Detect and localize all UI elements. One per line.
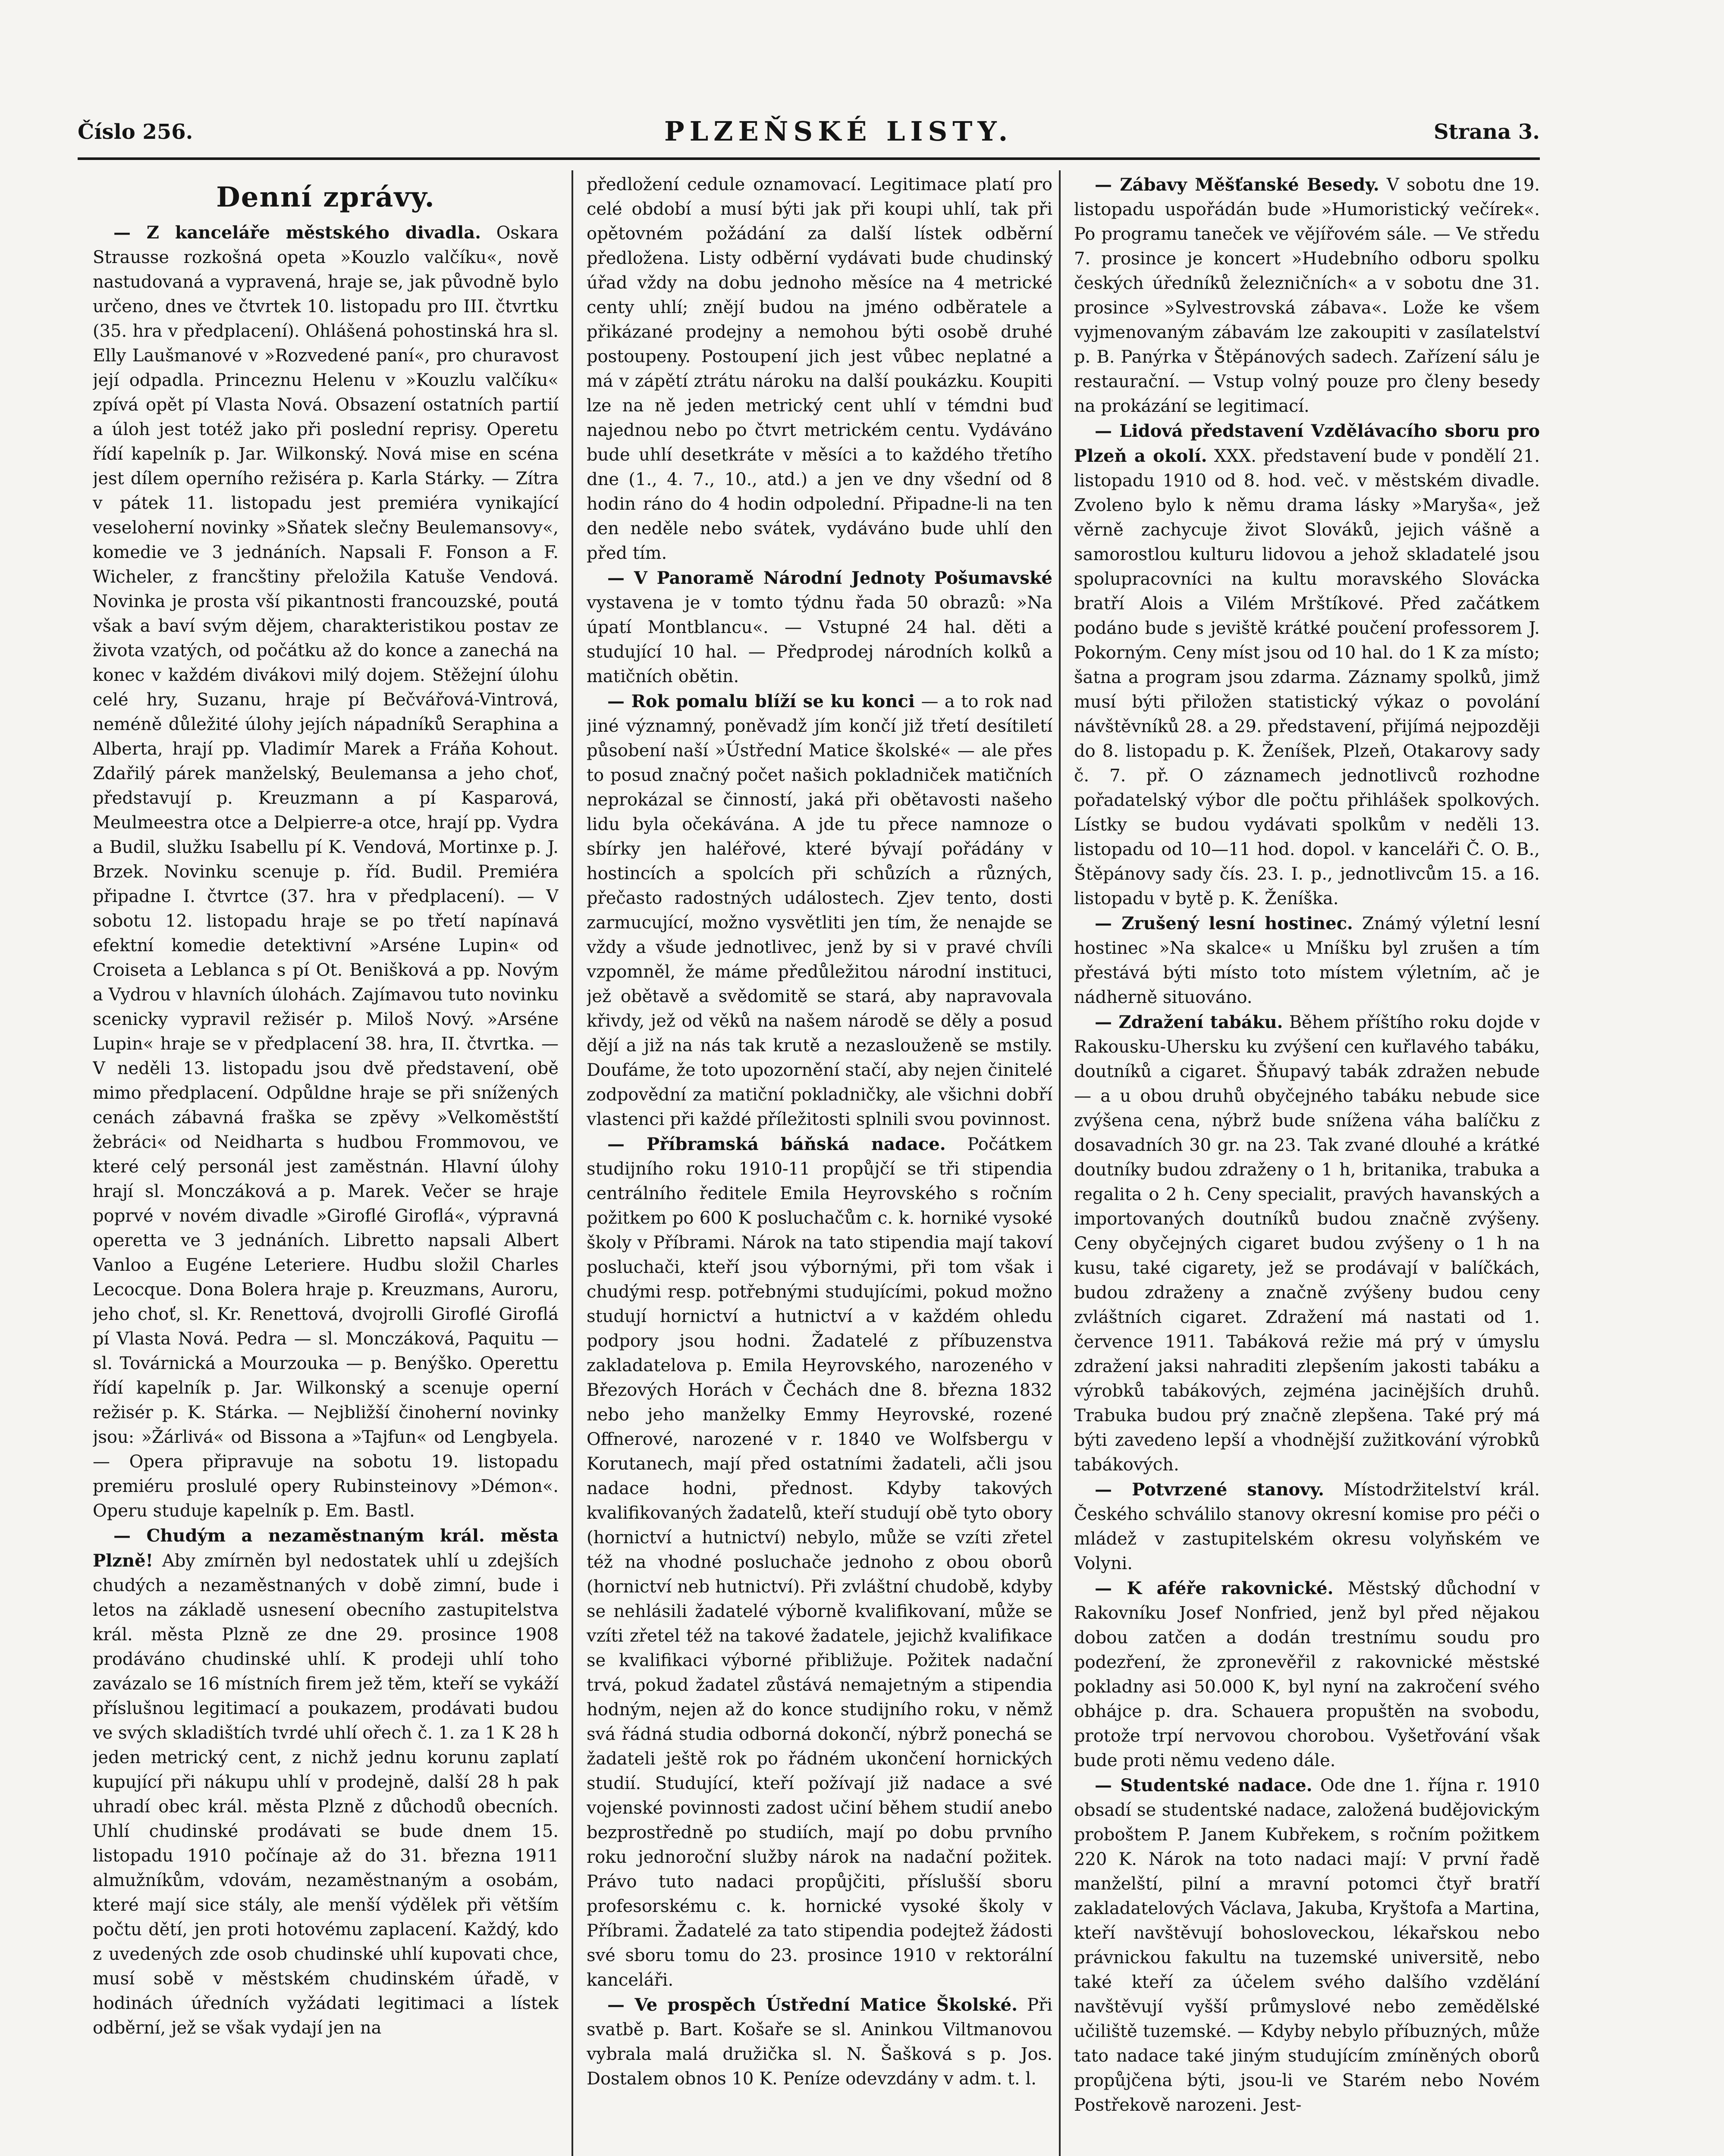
article-text: Při svatbě p. Bart. Košaře se sl. Aninkou Viltmanovou vybrala malá družička sl. N. Šašková s p. Jos. Dostalem obnos 10 K. Peníze odevzdány v adm. t. l. [587,1995,1052,2089]
column-left [93,172,559,2156]
article-text: vystavena je v tomto týdnu řada 50 obrazů: »Na úpatí Montblancu«. — Vstupné 24 hal. děti a studující 10 hal. — Předprodej národních kolků a matičních obětin. [587,593,1052,686]
issue-number: Číslo 256. [78,120,193,144]
article-text: Známý výletní lesní hostinec »Na skalce« u Mníšku byl zrušen a tím přestává býti místo toto místem výletním, ač je nádherně situováno. [1074,914,1540,1007]
article [1074,1773,1540,2118]
article-heading: — Chudým a nezaměstnaným král. města Plzně! [93,1526,559,1571]
page-number: Strana 3. [1433,120,1540,144]
article-heading: — Zrušený lesní hostinec. [1095,913,1353,934]
article-heading: — Z kanceláře městského divadla. [113,222,481,243]
article-text: — a to rok nad jiné významný, poněvadž jím končí již třetí desítiletí působení naší »Ústřední Matice školské« — ale přes to posud značný počet našich pokladniček matičních neprokázal se činností, jaká při obětavosti našeho lidu byla očekávána. A jde tu přece namnoze o sbírky jen haléřové, které bývají pořádány v hostincích a spolcích při schůzích a různých, přečasto radostných událostech. Zjev tento, dosti zarmucující, možno vysvětliti jen tím, že nenajde se vždy a všude jednotlivec, jenž by si v pravé chvíli vzpomněl, že máme předůležitou národní instituci, jež obětavě a svědomitě se stará, aby napravovala křivdy, jež od věků na našem národě se děly a posud dějí a již na nás tak krutě a nezaslouženě se mstily. Doufáme, že toto upozornění stačí, aby nejen činitelé zodpovědní za matiční pokladničky, ale všichni dobří vlastenci při každé příležitosti splnili svou povinnost. [587,692,1052,1129]
article [1074,1576,1540,1773]
section-title: Denní zprávy. [216,181,435,213]
article-text: XXX. představení bude v pondělí 21. listopadu 1910 od 8. hod. več. v městském divadle. Zvoleno bylo k němu drama lásky »Maryša«, jež věrně zachycuje život Slováků, jejich vášně a samorostlou kulturu lidovou a jehož skladatelé jsou spolupracovníci na kultu moravského Slovácka bratří Alois a Vilém Mrštíkové. Před začátkem podáno bude s jeviště krátké poučení professorem J. Pokorným. Ceny míst jsou od 10 hal. do 1 K za místo; šatna a program jsou zdarma. Záznamy spolků, jimž musí býti přiložen statistický výkaz o povolání návštěvníků 28. a 29. představení, přijímá nejpozději do 8. listopadu p. K. Ženíšek, Plzeň, Otakarovy sady č. 7. př. O záznamech jednotlivců rozhodne pořadatelský výbor dle počtu přihlášek spolkových. Lístky se budou vydávati spolkům v neděli 13. listopadu od 10—11 hod. dopol. v kanceláři Č. O. B., Štěpánovy sady čís. 23. I. p., jednotlivcům 15. a 16. listopadu v bytě p. K. Ženíška. [1074,446,1540,909]
article-heading: — Lidová představení Vzdělávacího sboru pro Plzeň a okolí. [1074,421,1540,466]
masthead-title: PLZEŇSKÉ LISTY. [664,116,1013,147]
article-text: Oskara Strausse rozkošná opeta »Kouzlo valčíku«, nově nastudovaná a vypravená, hraje se, jak původně bylo určeno, dnes ve čtvrtek 10. listopadu pro III. čtvrtku (35. hra v předplacení). Ohlášená pohostinská hra sl. Elly Laušmanové v »Rozvedené paní«, pro churavost její odpadla. Princeznu Helenu v »Kouzlu valčíku« zpívá opět pí Vlasta Nová. Obsazení ostatních partií a úloh jest totéž jako při poslední reprisy. Operetu řídí kapelník p. Jar. Wilkonský. Nová mise en scéna jest dílem operního režiséra p. Karla Stárky. — Zítra v pátek 11. listopadu jest premiéra vynikající veseloherní novinky »Sňatek slečny Beulemansovy«, komedie ve 3 jednáních. Napsali F. Fonson a F. Wicheler, z francštiny přeložila Katuše Vendová. Novinka je prosta vší pikantnosti francouzské, poutá však a baví svým dějem, charakteristikou postav ze života vzatých, od počátku až do konce a zanechá na konec v každém divákovi milý dojem. Stěžejní úlohu celé hry, Suzanu, hraje pí Bečvářová-Vintrová, neméně důležité úlohy jejích nápadníků Seraphina a Alberta, hrají pp. Vladimír Marek a Fráňa Kohout. Zdařilý párek manželský, Beulemansa a jeho choť, představují p. Kreuzmann a pí Kasparová, Meulmeestra otce a Delpierre-a otce, hrají pp. Vydra a Budil, služku Isabellu pí K. Vendová, Mortinxe p. J. Brzek. Novinku scenuje p. říd. Budil. Premiéra připadne I. čtvrtce (37. hra v předplacení). — V sobotu 12. listopadu hraje se po třetí napínavá efektní komedie detektivní »Arséne Lupin« od Croiseta a Leblanca s pí Ot. Benišková a pp. Novým a Vydrou v hlavních úlohách. Zajímavou tuto novinku scenicky vypravil režisér p. Miloš Nový. »Arséne Lupin« hraje se v předplacení 38. hra, II. čtvrtka. — V neděli 13. listopadu jsou dvě představení, obě mimo předplacení. Odpůldne hraje se při snížených cenách zábavná fraška se zpěvy »Velkoměstští žebráci« od Neidharta s hudbou Frommovou, ve které celý personál jest zaměstnán. Hlavní úlohy hrají sl. Monczáková a p. Marek. Večer se hraje poprvé v novém divadle »Giroflé Giroflá«, výpravná operetta ve 3 jednáních. Libretto napsali Albert Vanloo a Eugéne Leteriere. Hudbu složil Charles Lecocque. Dona Bolera hraje p. Kreuzmans, Auroru, jeho choť, sl. Kr. Renettová, dvojrolli Giroflé Giroflá pí Vlasta Nová. Pedra — sl. Monczáková, Paquitu — sl. Továrnická a Mourzouka — p. Benýško. Operettu řídí kapelník p. Jar. Wilkonský a scenuje operní režisér p. K. Stárka. — Nejbližší činoherní novinky jsou: »Žárlivá« od Bissona a »Tajfun« od Lengbyela. — Opera připravuje na sobotu 19. listopadu premiéru proslulé opery Rubinsteinovy »Démon«. Operu studuje kapelník p. Em. Bastl. [93,223,559,1521]
article-text: Místodržitelství král. Českého schválilo stanovy okresní komise pro péči o mládež v zastupitelském okresu volyňském ve Volyni. [1074,1480,1540,1573]
article [587,566,1052,689]
column-divider [572,170,573,2156]
article [587,1132,1052,1993]
column-middle [587,172,1052,2156]
article-heading: — Rok pomalu blíží se ku konci [607,691,915,711]
article-heading: — Příbramská báňská nadace. [607,1134,946,1154]
article [587,1993,1052,2091]
page-header [78,107,1540,154]
article [1074,172,1540,419]
column-divider [1059,170,1061,2156]
header-rule [78,157,1540,160]
article-text: Ode dne 1. října r. 1910 obsadí se studentské nadace, založená budějovickým proboštem P. Janem Kubřekem, s ročním požitkem 220 K. Nárok na toto nadaci mají: V první řadě manželští, pilní a mravní potomci čtyř bratří zakladatelových Václava, Jakuba, Kryštofa a Martina, kteří navštěvují bohosloveckou, lékařskou nebo právnickou fakultu na tuzemské universitě, nebo také kteří za účelem svého dalšího vzdělání navštěvují vyšší průmyslové nebo zemědělské učiliště tuzemské. — Kdyby nebylo příbuzných, může tato nadace také jiným studujícím zmíněných oborů propůjčena býti, jsou-li ve Starém nebo Novém Postřekově narozeni. Jest- [1074,1776,1540,2115]
article-text: V sobotu dne 19. listopadu uspořádán bude »Humoristický večírek«. Po programu taneček ve vějířovém sále. — Ve středu 7. prosince je koncert »Hudebního odboru spolku českých úředníků železničních« a v sobotu dne 31. prosince »Sylvestrovská zábava«. Lože ke všem vyjmenovaným zábavám lze zakoupiti v zasílatelství p. B. Panýrka v Štěpánových sadech. Zařízení sálu je restaurační. — Vstup volný pouze pro členy besedy na prokázání se legitimací. [1074,175,1540,416]
article-text: Během příštího roku dojde v Rakousku-Uhersku ku zvýšení cen kuřlavého tabáku, doutníků a cigaret. Šňupavý tabák zdražen nebude — a u obou druhů obyčejného tabáku nebude sice zvýšena cena, nýbrž bude snížena váha balíčku z dosavadních 30 gr. na 23. Tak zvané dlouhé a krátké doutníky budou zdraženy o 1 h, britanika, trabuka a regalita o 2 h. Ceny specialit, pravých havanských a importovaných doutníků budou značně zvýšeny. Ceny obyčejných cigaret budou zvýšeny o 1 h na kusu, také cigarety, jež se prodávají v balíčkách, budou zdraženy a značně zvýšeny budou ceny zvláštních cigaret. Zdražení má nastati od 1. července 1911. Tabáková režie má prý v úmyslu zdražení jaksi nahraditi zlepšením jakosti tabáku a výrobků tabákových, zejména jacinějších druhů. Trabuka budou prý značně zlepšena. Také prý má býti zavedeno lepší a vhodnější zužitkování výrobků tabákových. [1074,1012,1540,1475]
article-heading: — Studentské nadace. [1095,1775,1313,1796]
article [1074,419,1540,911]
article-text: Aby zmírněn byl nedostatek uhlí u zdejších chudých a nezaměstnaných v době zimní, bude i letos na základě usnesení obecního zastupitelstva král. města Plzně ze dne 29. prosince 1908 prodáváno chudinské uhlí. K prodeji uhlí toho zavázalo se 16 místních firem jež těm, kteří se vykáží příslušnou legitimací a poukazem, prodávati budou ve svých skladištích tvrdé uhlí ořech č. 1. za 1 K 28 h jeden metrický cent, z nichž jednu korunu zaplatí kupující při nákupu uhlí v prodejně, další 28 h pak uhradí obec král. města Plzně z důchodů obecních. Uhlí chudinské prodávati se bude dnem 15. listopadu 1910 počínaje až do 31. března 1911 almužníkům, vdovám, nezaměstnaným a osobám, které mají sice stály, ale menší výdělek při větším počtu dětí, jen proti hotovému zaplacení. Každý, kdo z uvedených zde osob chudinské uhlí kupovati chce, musí sobě v městském chudinském úřadě, v hodinách úředních vyžádati legitimaci a lístek odběrní, jež se však vydají jen na [93,1551,559,2038]
article-heading: — K aféře rakovnické. [1095,1578,1334,1598]
article [1074,1010,1540,1477]
article-heading: — Zábavy Měšťanské Besedy. [1095,175,1379,195]
article-heading: — Zdražení tabáku. [1095,1012,1283,1032]
article-heading: — V Panoramě Národní Jednoty Pošumavské [607,568,1052,588]
article [93,1523,559,2040]
article-heading: — Ve prospěch Ústřední Matice Školské. [607,1995,1018,2015]
article [587,689,1052,1132]
article [93,220,559,1523]
article-continuation: předložení cedule oznamovací. Legitimace platí pro celé období a musí býti jak při koupi uhlí, tak při opětovném požádání za další lístek odběrní předložena. Listy odběrní vydávati bude chudinský úřad vždy na dobu jednoho měsíce na 4 metrické centy uhlí; znějí budou na jméno odběratele a přikázané prodejny a nemohou býti osobě druhé postoupeny. Postoupení jich jest vůbec neplatné a má v zápětí ztrátu nároku na další poukázku. Koupiti lze na ně jeden metrický cent uhlí v témdni buď najednou nebo po čtvrt metrickém centu. Vydáváno bude uhlí desetkráte v měsíci a to každého třetího dne (1., 4. 7., 10., atd.) a jen ve dny všední od 8 hodin ráno do 4 hodin odpolední. Připadne-li na ten den neděle nebo svátek, vydáváno bude uhlí den před tím. [587,175,1052,563]
article [1074,911,1540,1010]
article [1074,1477,1540,1576]
column-right [1074,172,1540,2156]
article-text: Městský důchodní v Rakovníku Josef Nonfried, jenž byl před nějakou dobou zatčen a dodán trestnímu soudu pro podezření, že zpronevěřil z rakovnické městské pokladny asi 50.000 K, byl nyní na zakročení svého obhájce p. dra. Schauera propuštěn na svobodu, protože trpí nervovou chorobou. Vyšetřování však bude proti němu vedeno dále. [1074,1579,1540,1771]
article-heading: — Potvrzené stanovy. [1095,1479,1324,1500]
article-text: Počátkem studijního roku 1910-11 propůjčí se tři stipendia centrálního ředitele Emila Heyrovského s ročním požitkem po 600 K posluchačům c. k. horniké vysoké školy v Příbrami. Nárok na tato stipendia mají takoví posluchači, kteří jsou výbornými, při tom však i chudými resp. potřebnými studujícími, pokud možno studují hornictví a hutnictví a v každém ohledu podpory jsou hodni. Žadatelé z příbuzenstva zakladatelova p. Emila Heyrovského, narozeného v Březových Horách v Čechách dne 8. března 1832 nebo jeho manželky Emmy Heyrovské, rozené Offnerové, narozené v r. 1840 ve Wolfsbergu v Korutanech, mají před ostatními žadateli, ačli jsou nadace hodni, přednost. Kdyby takových kvalifikovaných žadatelů, kteří studují obě tyto obory (hornictví a hutnictví) nebylo, může se vzíti zřetel též na vhodné posluchače jednoho z obou oborů (hornictví neb hutnictví). Při zvláštní chudobě, kdyby se nehlásili žadatelé výborně kvalifikovaní, může se vzíti zřetel též na takové žadatele, jejichž kvalifikace se kvalifikaci výborné přibližuje. Požitek nadační trvá, pokud žadatel zůstává nemajetným a stipendia hodným, nejen až do konce studijního roku, v němž svá řádná studia odborná dokončí, nýbrž ponechá se žadateli ještě rok po řádném ukončení hornických studií. Studující, kteří požívají již nadace a své vojenské povinnosti zadost učiní během studií anebo bezprostředně po studiích, mají po dobu prvního roku jednoroční služby nárok na nadační požitek. Právo tuto nadaci propůjčiti, příslušší sboru profesorskému c. k. hornické vysoké školy v Příbrami. Žadatelé za tato stipendia podejtež žádosti své sboru tomu do 23. prosince 1910 v rektorální kanceláři. [587,1134,1052,1990]
